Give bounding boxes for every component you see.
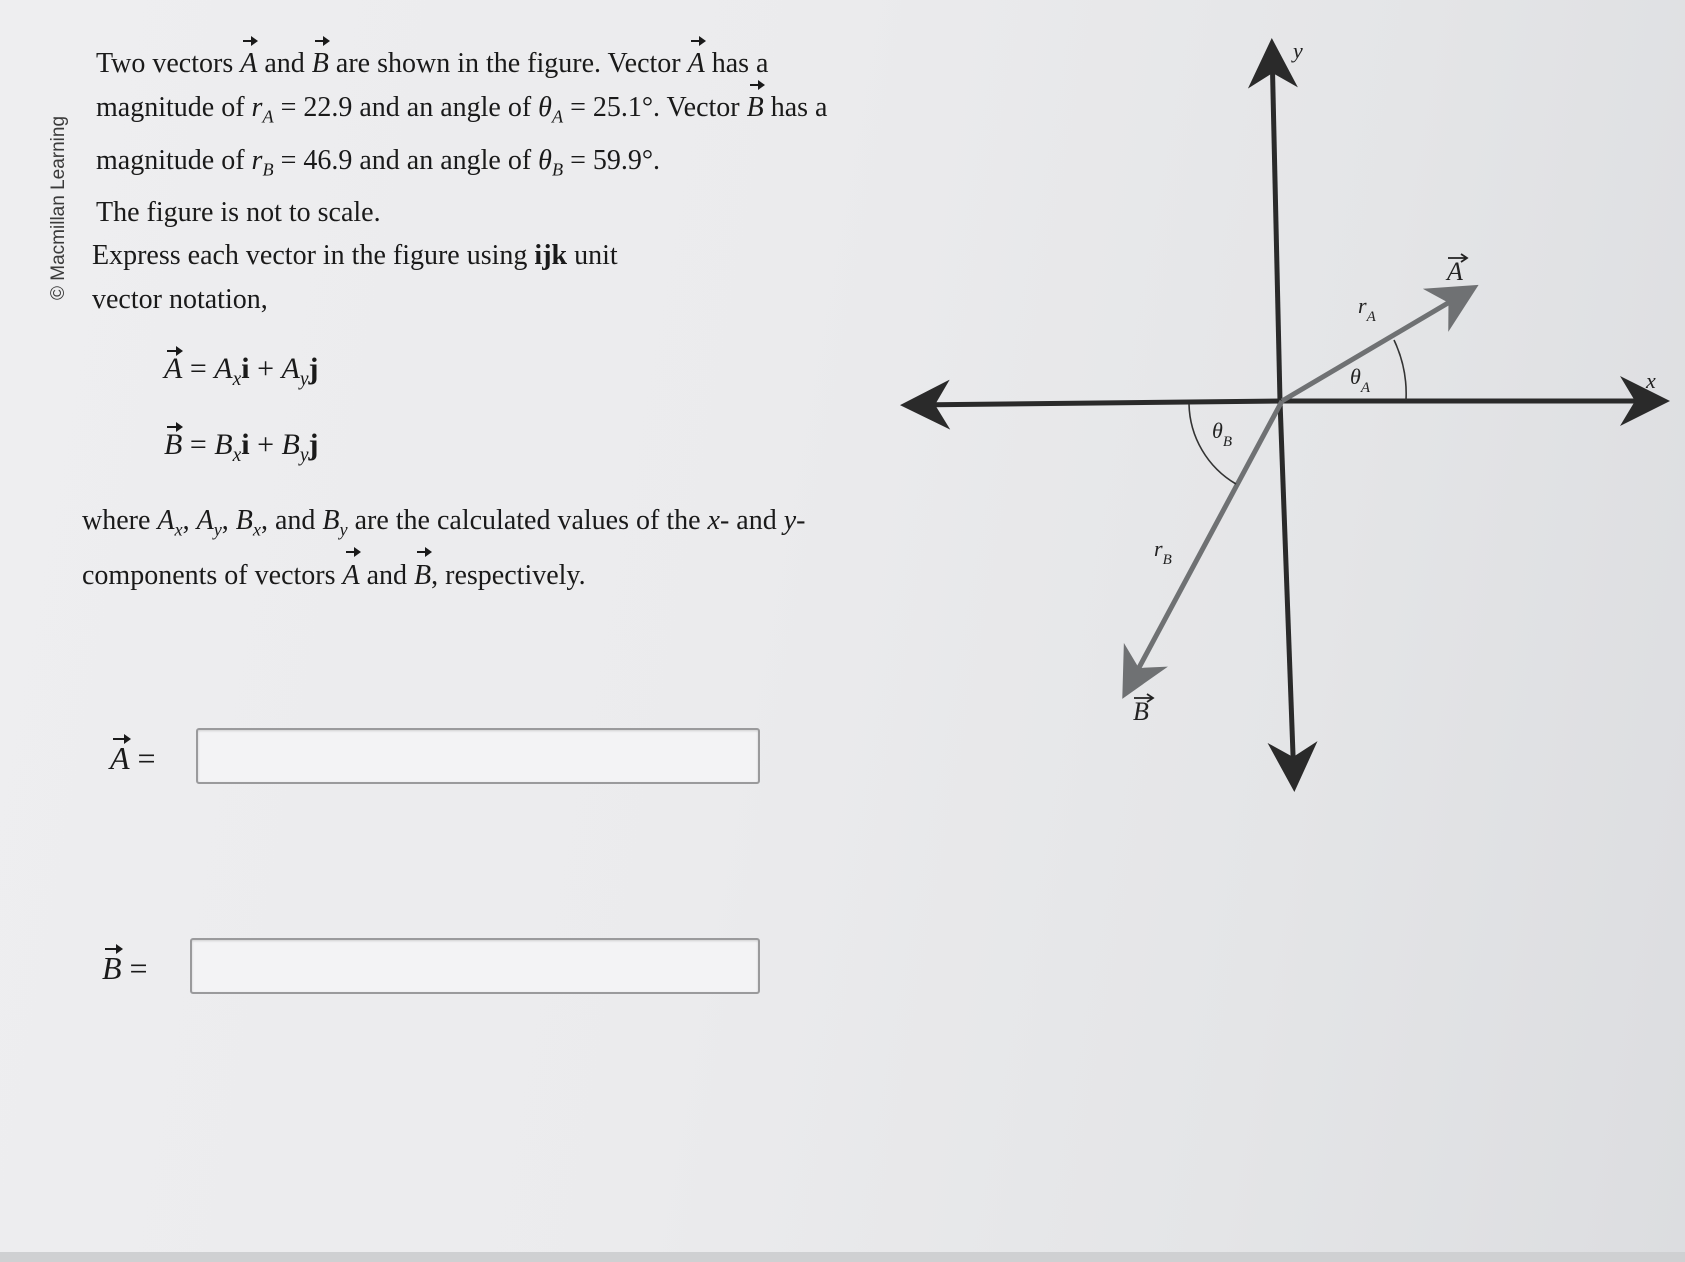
theta-a-label: $\theta_A$ <box>1350 364 1370 396</box>
ijk-bold: ijk <box>534 240 568 271</box>
theta-b-label: $\theta_B$ <box>1212 418 1232 450</box>
theta-a-arc <box>1394 340 1406 400</box>
problem-statement: Two vectors A and B are shown in the figure. Vector A has a magnitude of $r_A = 22.9$ and an angle of $\theta_A = 25.1^\circ$. Vector B has a magnitude of $r_B = 46.9$ and an angle of $\theta_B = 59.9^\circ$. The figure is not to scale. <box>96 42 856 235</box>
r-a-label: $r_A$ <box>1358 293 1376 325</box>
vector-a-symbol: A <box>240 42 257 86</box>
y-axis-label: y <box>1293 38 1303 63</box>
answer-a-label: A = <box>110 740 156 776</box>
vector-a-label: A <box>1447 257 1463 286</box>
y-axis-up <box>1272 48 1280 401</box>
y-axis-down <box>1280 401 1294 782</box>
copyright-notice: © Macmillan Learning <box>48 115 69 300</box>
equation-b: $B = B_xi + B_yj$ <box>164 428 319 466</box>
instruction-text: Express each vector in the figure using ijk unit vector notation, <box>92 240 618 315</box>
vector-a-arrow <box>1282 290 1470 401</box>
x-axis-left <box>910 401 1282 405</box>
components-explanation: where $A_x$, $A_y$, $B_x$, and $B_y$ are the calculated values of the x- and y-components of vectors A and B, respectively. <box>82 498 872 599</box>
vector-b-symbol: B <box>312 42 329 86</box>
vector-b-label: B <box>1133 697 1149 726</box>
r-b-label: $r_B$ <box>1154 536 1172 568</box>
answer-b-label: B = <box>102 950 148 986</box>
equation-a: $A = A_xi + A_yj$ <box>164 352 319 390</box>
vector-b-arrow <box>1127 401 1282 690</box>
x-axis-label: x <box>1646 368 1656 393</box>
